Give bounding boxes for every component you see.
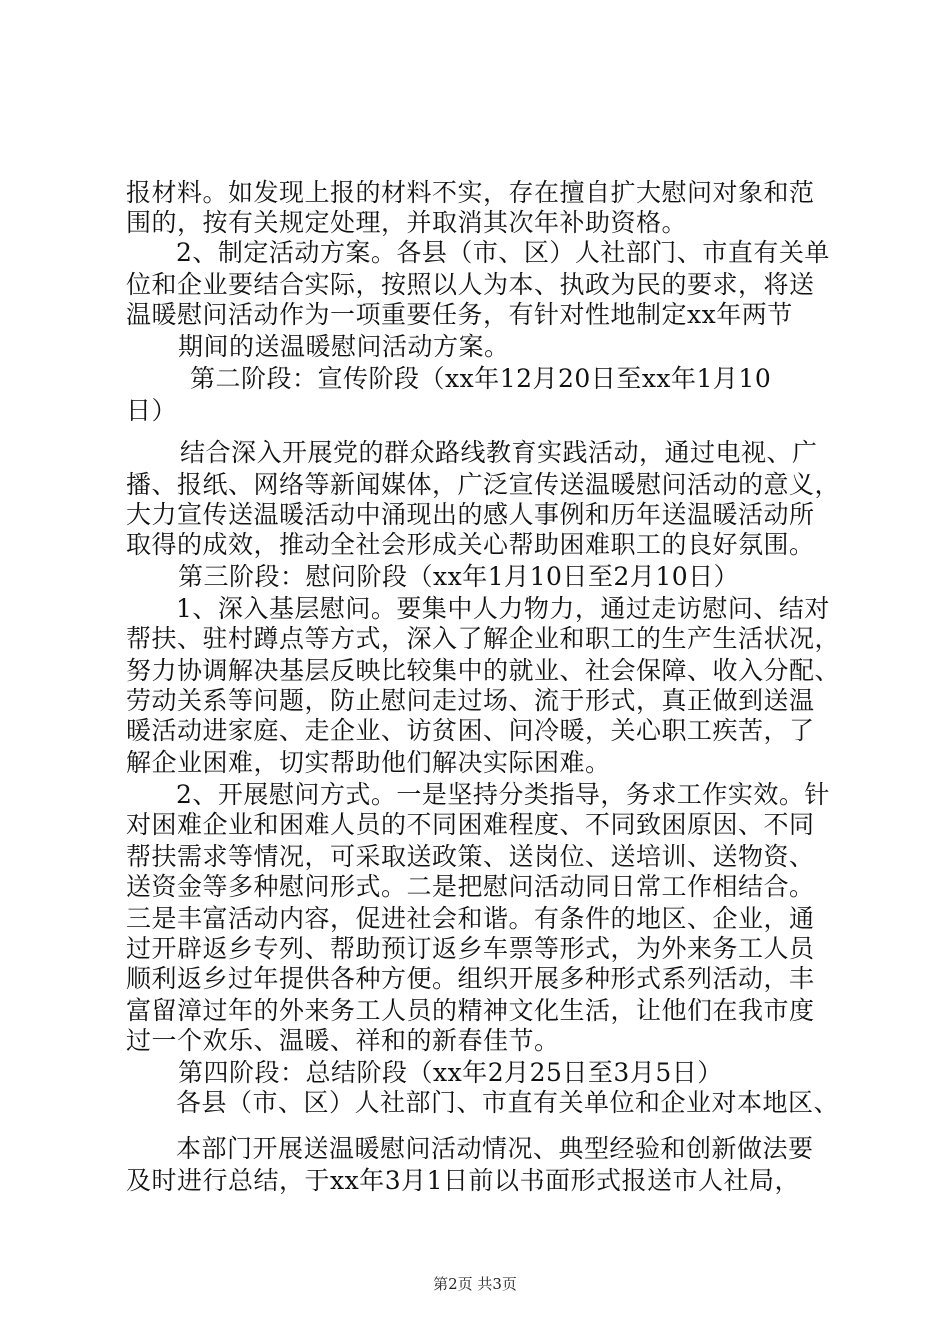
text-line: 取得的成效，推动全社会形成关心帮助困难职工的良好氛围。	[126, 530, 815, 559]
text-line: 播、报纸、网络等新闻媒体，广泛宣传送温暖慰问活动的意义，	[126, 470, 841, 499]
text-line: 本部门开展送温暖慰问活动情况、典型经验和创新做法要	[176, 1134, 814, 1163]
text-line: 1、深入基层慰问。要集中人力物力，通过走访慰问、结对	[176, 594, 830, 623]
text-line: 各县（市、区）人社部门、市直有关单位和企业对本地区、	[176, 1088, 840, 1117]
text-line: 暖活动进家庭、走企业、访贫困、问冷暖，关心职工疾苦，了	[126, 716, 815, 745]
text-line: 2、开展慰问方式。一是坚持分类指导，务求工作实效。针	[176, 780, 830, 809]
text-line: 围的，按有关规定处理，并取消其次年补助资格。	[126, 208, 688, 237]
text-line: 结合深入开展党的群众路线教育实践活动，通过电视、广	[180, 438, 818, 467]
text-line: 劳动关系等问题，防止慰问走过场、流于形式，真正做到送温	[126, 686, 815, 715]
page-number-footer: 第2页 共3页	[433, 1275, 517, 1293]
text-line: 三是丰富活动内容，促进社会和谐。有条件的地区、企业，通	[126, 904, 815, 933]
text-line: 及时进行总结，于xx年3月1日前以书面形式报送市人社局，	[126, 1166, 801, 1195]
text-line: 富留漳过年的外来务工人员的精神文化生活，让他们在我市度	[126, 996, 815, 1025]
text-line: 期间的送温暖慰问活动方案。	[178, 332, 510, 361]
text-line: 过开辟返乡专列、帮助预订返乡车票等形式，为外来务工人员	[126, 934, 815, 963]
text-line: 位和企业要结合实际，按照以人为本、执政为民的要求，将送	[126, 270, 815, 299]
text-line: 温暖慰问活动作为一项重要任务，有针对性地制定xx年两节	[126, 300, 793, 329]
text-line: 顺利返乡过年提供各种方便。组织开展多种形式系列活动，丰	[126, 964, 815, 993]
text-line: 努力协调解决基层反映比较集中的就业、社会保障、收入分配、	[126, 656, 841, 685]
text-line: 帮扶、驻村蹲点等方式，深入了解企业和职工的生产生活状况，	[126, 624, 841, 653]
text-line: 对困难企业和困难人员的不同困难程度、不同致困原因、不同	[126, 810, 815, 839]
text-line: 过一个欢乐、温暖、祥和的新春佳节。	[126, 1026, 560, 1055]
text-line: 报材料。如发现上报的材料不实，存在擅自扩大慰问对象和范	[126, 178, 815, 207]
text-line: 2、制定活动方案。各县（市、区）人社部门、市直有关单	[176, 238, 830, 267]
text-line: 解企业困难，切实帮助他们解决实际困难。	[126, 748, 611, 777]
section-heading: 第二阶段：宣传阶段（xx年12月20日至xx年1月10	[190, 364, 772, 393]
section-heading: 第三阶段：慰问阶段（xx年1月10日至2月10日）	[178, 562, 740, 591]
text-line: 送资金等多种慰问形式。二是把慰问活动同日常工作相结合。	[126, 872, 815, 901]
text-line: 大力宣传送温暖活动中涌现出的感人事例和历年送温暖活动所	[126, 500, 815, 529]
text-line: 帮扶需求等情况，可采取送政策、送岗位、送培训、送物资、	[126, 842, 815, 871]
section-heading: 日）	[126, 396, 178, 425]
section-heading: 第四阶段：总结阶段（xx年2月25日至3月5日）	[178, 1058, 723, 1087]
